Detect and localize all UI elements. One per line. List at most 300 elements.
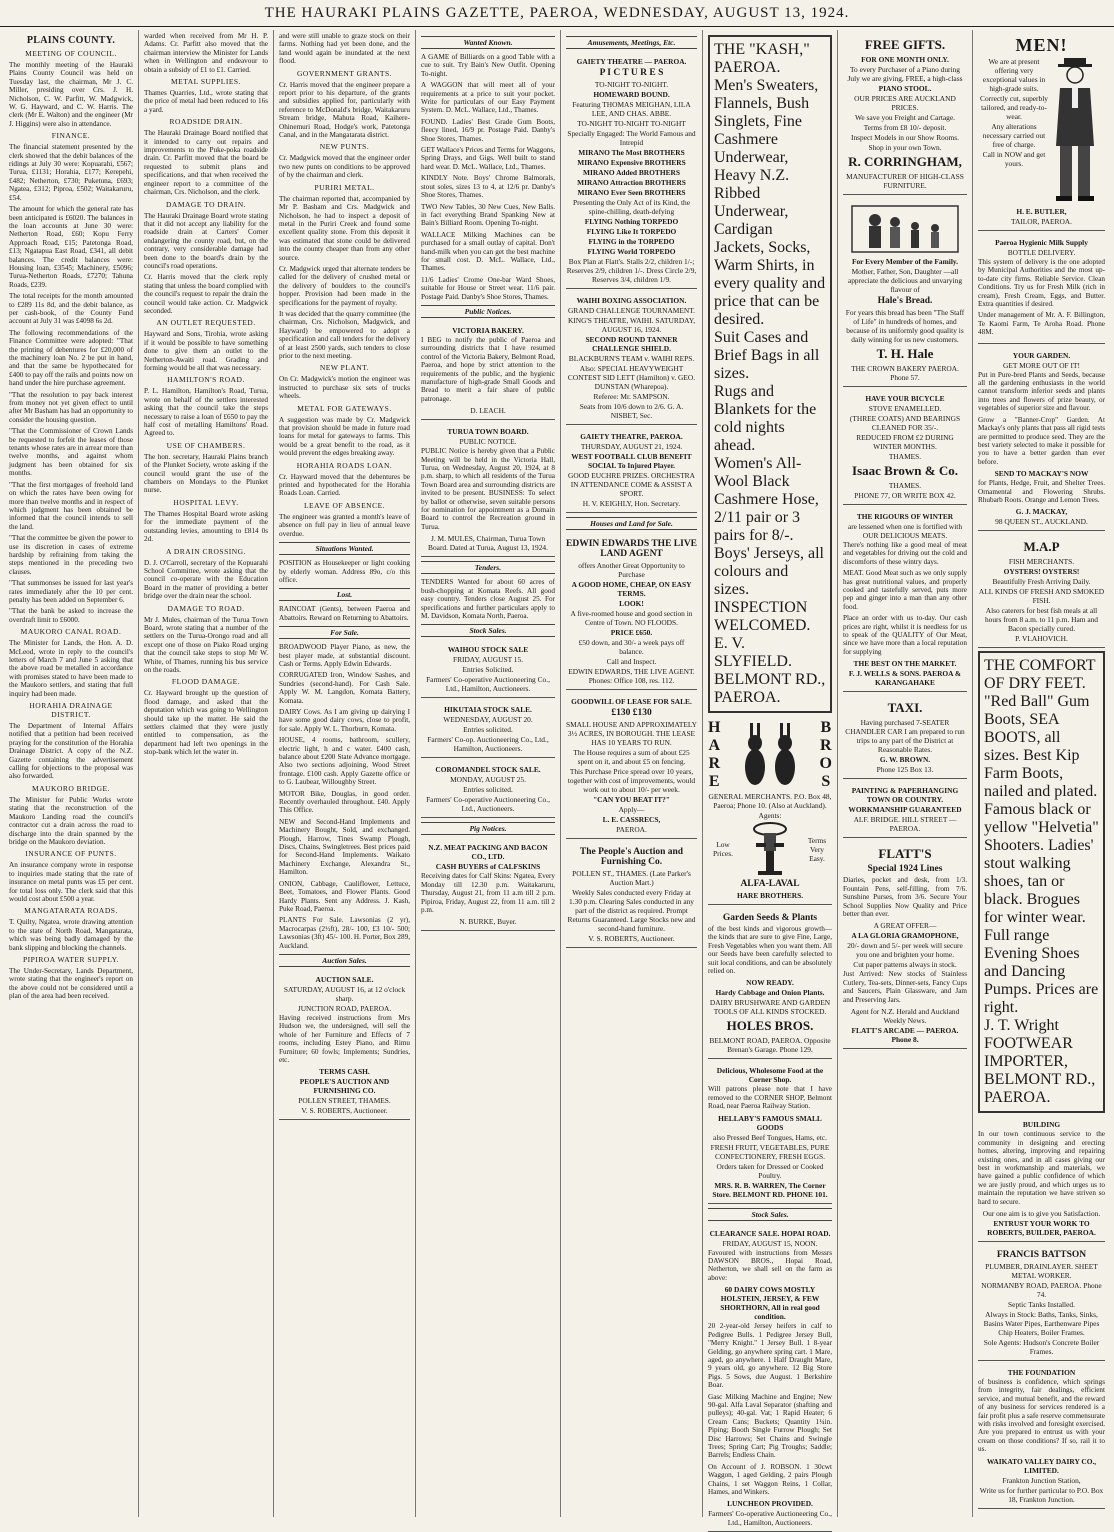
ad-line: PRICE £650. (610, 628, 653, 637)
subheading: MANGATARATA ROADS. (24, 906, 118, 916)
subheading: METAL SUPPLIES. (171, 77, 241, 87)
paragraph: T. Quilty, Ngatea, wrote drawing attention to the state of North Road, Mangatarata, which was being badly damaged by the bank slipping and blocking the channels. (9, 918, 133, 952)
letter: R (708, 755, 720, 772)
ad-line: DAIRY BRUSHWARE AND GARDEN TOOLS OF ALL KINDS STOCKED. (709, 998, 831, 1017)
building-ad (978, 1116, 1105, 1242)
ad-title: VICTORIA BAKERY. (452, 325, 524, 335)
ad-line: OYSTERS! OYSTERS! (1003, 567, 1080, 577)
paragraph: Cr. Harris moved that the engineer prepare a report prior to his departure, of the grants and subsidies applied for, particularly with reference to McDonald's bridge, Waitakaruru Stream bridge, Mahuta Road, Kaihere-Ohinemuri Road, Hodge's work, Patetonga Canal, and in the Mangatarata district. (279, 80, 410, 140)
section-header: Amusements, Meetings, Etc. (566, 36, 697, 49)
hikutaia-sale-ad (421, 701, 555, 758)
paragraph: The engineer was granted a month's leave of absence on full pay in lieu of annual leave overdue. (279, 512, 410, 538)
gaiety-social-ad (566, 428, 697, 513)
paragraph: "That the first mortgages of freehold land on which the rates have been owing for more than twelve months and in respect of which judgment has been obtained be informed that the council intends to sell the land. (9, 480, 133, 531)
ad-line: Always in Stock: Baths, Tanks, Sinks, Basins Water Pipes, Earthenware Pipes Chip Heaters, Boiler Frames. (983, 1310, 1100, 1337)
ad-title: THE "KASH," PAEROA. (714, 41, 810, 76)
goodwill-lease-ad (566, 693, 697, 839)
article-title: PLAINS COUNTY. (26, 35, 116, 46)
ad-body: Favoured with instructions from Messrs DAWSON BROS., Hopai Road, Netherton, we shall sell on the farm as above: (708, 1248, 832, 1282)
gentleman-figure-icon (1050, 56, 1100, 206)
ad-line: Write us for further particular to P.O. Box 18, Frankton Junction. (979, 1485, 1104, 1504)
column-7 (838, 30, 973, 1517)
ad-signature: J. T. Wright (984, 1017, 1059, 1035)
ad-body: Put in Pure-bred Plants and Seeds, because all the gardening enthusiasts in the world cannot transform inferior seeds and plants into trees and flowers of prize beauty, or vegetables of superior size and flavour. (978, 370, 1105, 413)
classified-ad: HOUSE, 4 rooms, bathroom, scullery, electric light, h and c water. £400 cash, balance about £200 State Advance mortgage. Also two sections adjoining, Wood Street frontage. £100 cash. Apply Gazette office or to G. Laubear, Willoughby Street. (279, 736, 410, 787)
peoples-auction-ad (566, 842, 697, 948)
ad-line: Correctly cut, superbly tailored, and ready-to-wear. (980, 94, 1048, 121)
paragraph: The Minister for Public Works wrote stating that the reconstruction of the Maukoro Landing road the council's contractor cut a drain across the road to discharge into the drain spanned by the bridge on the Maukoro deviation. (9, 795, 133, 846)
ad-title: WAIHOU STOCK SALE (447, 645, 529, 655)
classified-ad: GET Wallace's Prices and Terms for Waggons, Spring Drays, and Gigs. Well built to stand hard wear. D. McL. Wallace, Ltd., Thames. (421, 146, 555, 171)
ad-line: Apply— (618, 805, 645, 814)
ad-signature: F. J. WELLS & SONS. PAEROA & KARANGAHAKE (848, 669, 962, 688)
ad-line: FOR ONE MONTH ONLY. (861, 55, 949, 64)
section-header: Stock Sales. (421, 624, 555, 637)
gaiety-theatre-ad (566, 53, 697, 289)
subheading: METAL FOR GATEWAYS. (297, 403, 392, 413)
ad-line: NOW READY. (746, 978, 794, 988)
coromandel-sale-ad (421, 761, 555, 818)
ad-signature: HARE BROTHERS. (736, 891, 804, 900)
ad-line: GRAND CHALLENGE TOURNAMENT. (567, 306, 696, 315)
section-header: Stock Sales. (708, 1208, 832, 1221)
ad-title: HOLES BROS. (726, 1018, 814, 1034)
ad-line: BOTTLE DELIVERY. (1007, 248, 1076, 257)
ad-signature: G. W. BROWN. (879, 755, 931, 765)
subheading: NEW PLANT. (319, 363, 370, 373)
ad-line: Specially Engaged: The World Famous and Intrepid (567, 129, 696, 147)
ad-line: MIRANO Attraction BROTHERS (577, 178, 686, 187)
masthead: THE HAURAKI PLAINS GAZETTE, PAEROA, WEDNESDAY, AUGUST 13, 1924. (0, 0, 1114, 27)
ad-line: "CAN YOU BEAT IT?" (593, 795, 670, 804)
ad-line: 98 QUEEN ST., AUCKLAND. (995, 517, 1088, 527)
ad-line: THAMES. (888, 452, 922, 461)
subheading: DAMAGE TO ROAD. (167, 603, 245, 613)
subheading: USE OF CHAMBERS. (166, 440, 246, 450)
ad-line: MIRANO Added BROTHERS (583, 168, 680, 177)
paragraph: Thames Quarries, Ltd., wrote stating that the price of metal had been reduced to 16s a yard. (144, 89, 268, 114)
ad-line: MONDAY, AUGUST 25. (450, 775, 526, 785)
paragraph: The total receipts for the month amounted to £289 11s 8d, and the debit balance, as per cash-book, of the County Fund account at July 31 was £4098 6s 2d. (9, 292, 133, 326)
ad-body: Place an order with us to-day. Our cash prices are right, whilst it is needless for us to speak of the QUALITY of Our Meat, since we have more than a local reputation for supplying (843, 614, 967, 656)
paragraph: "That the bank be asked to increase the overdraft limit to £6000. (9, 607, 133, 624)
ad-line: THE BEST ON THE MARKET. (853, 659, 957, 669)
ad-line: CASH BUYERS of CALFSKINS (435, 862, 541, 872)
ad-line: WEDNESDAY, AUGUST 20. (443, 715, 533, 725)
ad-line: BELMONT ROAD, PAEROA. Opposite Brenan's Garage. Phone 129. (709, 1036, 831, 1055)
subheading: INSURANCE OF PUNTS. (25, 849, 117, 859)
ad-line: GOOD EUCHRE PRIZES. ORCHESTRA IN ATTENDANCE COME & ASSIST A SPORT. (568, 471, 695, 498)
ad-title: FREE GIFTS. (864, 37, 946, 52)
ad-line: POLLEN STREET, THAMES. (298, 1096, 391, 1106)
ad-line: POLLEN ST., THAMES. (Late Parker's Auction Mart.) (572, 869, 691, 887)
kash-ad (708, 35, 832, 713)
ad-line: PIANO STOOL. (878, 84, 932, 93)
paragraph: The Hauraki Drainage Board wrote stating that it did not accept any liability for the roadside drain at Carters' Corner endangering the county road, but, on the contrary, very considerable damage had been done to the board's drain by the council's road operations. (144, 211, 268, 270)
ad-line: TERMS CASH. (319, 1067, 370, 1077)
ad-line: Hale's Bread. (877, 296, 933, 306)
ad-line: Entries solicited. (463, 725, 513, 735)
ad-signature: G. J. MACKAY, (1015, 507, 1068, 517)
paragraph: The Minister for Lands, the Hon. A. D. McLeod, wrote in reply to the council's letters of March 7 and June 5 asking that the above road be metalled in accordance with promises stated to have been made to the Maukoro settlers, and stating that full inquiry had been made. (9, 639, 133, 698)
ad-line: Women's All-Wool Black Cashmere Hose, 2/11 pair or 3 pairs for 8/-. (714, 455, 819, 544)
classified-ad: MOTOR Bike, Douglas, in good order. Recently overhauled throughout. £40. Apply This Office. (279, 789, 410, 815)
ad-line: Cut paper patterns always in stock. (853, 960, 957, 970)
winter-meats-ad (843, 508, 967, 692)
ad-body: Just Arrived: New stocks of Stainless Cutlery, Tea-sets, Dinner-sets, Fancy Cups and Saucers, Plain Glassware, and Jam and Preserving Jars. (843, 970, 967, 1004)
columns (4, 30, 1110, 1528)
ad-line: Rugs and Blankets for the cold nights ahead. (714, 383, 817, 454)
ad-line: Presenting the Only Act of its Kind, the spine-chilling, death-defying (572, 198, 690, 216)
ad-title: M.A.P (1023, 539, 1060, 555)
ad-line: A LA GLORIA GRAMOPHONE, (851, 931, 959, 941)
painting-ad (843, 782, 967, 838)
section-header: For Sale. (279, 626, 410, 639)
meat-packing-ad (421, 839, 555, 931)
paragraph: The Department of Internal Affairs notified that a petition had been received praying for the constitution of the Horahia Drainage District. A copy of the N.Z. Gazette containing the advertisement calling for objections to the proposal was also forwarded. (9, 722, 133, 781)
ad-line: Suit Cases and Brief Bags in all sizes. (714, 329, 820, 382)
ad-title: TURUA TOWN BOARD. (447, 427, 529, 437)
flatts-ad (843, 841, 967, 1049)
ad-line: 60 DAIRY COWS MOSTLY HOLSTEIN, JERSEY, & FEW SHORTHORN, All in real good condition. (720, 1285, 820, 1322)
ad-body: There's nothing like a good meal of meat and vegetables for driving out the cold and discomforts of these wintry days. (843, 541, 967, 566)
ad-line: Weekly Sales conducted every Friday at 1.30 p.m. Clearing Sales conducted in any part of the district as required. Prompt Returns Guaranteed. Large Stocks new and second-hand furniture. (567, 888, 696, 933)
ad-line: This Purchase Price spread over 10 years, together with cost of improvements, would work out to about 10/- per week. (567, 767, 696, 794)
letter: B (820, 719, 832, 736)
ad-line: A GOOD HOME, CHEAP, ON EASY TERMS. (571, 580, 692, 598)
ad-body: Having received instructions from Mrs Hudson we, the undersigned, will sell the whole of her Furniture and Effects of 7 rooms, including Estey Piano, and Rimu Furniture; 60 fowls; Implements; Sundries, etc. (279, 1013, 410, 1064)
ad-line: Agent for N.Z. Herald and Auckland Weekly News. (850, 1006, 960, 1025)
ad-title: THE COMFORT OF DRY FEET. (984, 657, 1096, 693)
ad-line: Sole Agents: Hudson's Concrete Boiler Frames. (983, 1338, 1100, 1356)
auction-ad (279, 971, 410, 1120)
classified-ad: ONION, Cabbage, Cauliflower, Lettuce, Beet, Tomatoes, and Flower Plants. Good Hardy Plants. Sent any Address. J. Kash, Puke Road, Paeroa. (279, 879, 410, 913)
ad-signature: ALF. BRIDGE. HILL STREET — PAEROA. (853, 815, 957, 834)
ad-line: REDUCED FROM £2 DURING WINTER MONTHS. (856, 433, 954, 451)
ad-title: For Every Member of the Family. (851, 257, 959, 266)
ad-line: Agents: (758, 811, 782, 820)
ad-line: £130 £130 (611, 708, 652, 718)
section-header: Auction Sales. (279, 954, 410, 967)
subheading: FLOOD DAMAGE. (171, 677, 241, 687)
paragraph: Cr. Harris moved that the clerk reply stating that unless the board complied with the council's request to repair the drain the council would take action. Cr. Madgwick seconded. (144, 273, 268, 315)
ad-line: WEST FOOTBALL CLUB BENEFIT SOCIAL To Injured Player. (571, 452, 692, 470)
ad-line: Call in NOW and get yours. (982, 150, 1046, 168)
classified-ad: CORRUGATED Iron, Window Sashes, and Sundries (second-hand). For Cash Sale. Apply W. M. Langdon, Komata Battery, Komata. (279, 671, 410, 705)
ad-line: "Red Ball" Gum Boots, SEA BOOTS, all sizes. Best Kip Farm Boots, nailed and plated. Famous black or yellow "Helvetia" Shooters. Ladies' stout walking shoes, tan or black. Brogues for winter wear. Full range Evening Shoes and Dancing Pumps. Prices are right. (984, 693, 1099, 1017)
ad-signature: Seats from 10/6 down to 2/6. G. A. NISBET, Sec. (579, 402, 684, 420)
ad-line: Call and Inspect. (606, 657, 657, 666)
section-header: Situations Wanted. (279, 542, 410, 555)
ad-title: MEN! (1015, 35, 1068, 55)
section-header: Pig Notices. (421, 822, 555, 835)
ad-line: WORKMANSHIP GUARANTEED (848, 805, 962, 815)
ad-line: We save you Freight and Cartage. (855, 113, 955, 122)
paragraph: The monthly meeting of the Hauraki Plains County Council was held on Tuesday last, the chairman, Mr J. C. Miller, presiding over Crs. J. H. Nicholson, C. W. Parfitt, W. Madgwick, W. G. Hayward, and C. W. Harris. The clerk (Mr E. Walton) and the engineer (Mr J. Higgins) were also in attendance. (9, 61, 133, 128)
subheading: DAMAGE TO DRAIN. (165, 199, 246, 209)
paragraph: The amount for which the general rate has been anticipated is £6020. The balances in the loan accounts at June 30 were: Netherton Road, £60; Kopu Ferry Approach Road, £15; Patetonga Road, £13; Ngatapua East Road, £341, all debit balances. The credit balances were: Housing loan, £3545; Machinery, £5096; Turua-Netherton Roads, £7270; Tahuna Roads, £239. (9, 205, 133, 289)
footwear-ad (978, 651, 1105, 1113)
ad-line: STOVE ENAMELLED. (868, 404, 942, 413)
ad-line: Special 1924 Lines (867, 864, 943, 875)
subheading: MAUKORO BRIDGE. (32, 783, 110, 793)
ad-signature: Farmers' Co-op. Auctioneering Co., Ltd., Hamilton, Auctioneers. (427, 735, 549, 754)
ad-line: Men's Sweaters, Flannels, Bush Singlets, Fine Cashmere Underwear, Heavy N.Z. Ribbed Underwear, Cardigan Jackets, Socks, Warm Shirts, in every quality and price that can be desired. (714, 77, 826, 328)
brand-name: ALFA-LAVAL (740, 879, 800, 889)
ad-line: HELLABY'S FAMOUS SMALL GOODS (718, 1113, 822, 1132)
ad-line: Box Plan at Flatt's. Stalls 2/2, children 1/-; Reserves 2/9, children 1/-. Dress Circle 2/9, Reserves 3/4, children 1/9. (566, 257, 697, 284)
ad-body: Will patrons please note that I have removed to the CORNER SHOP, Belmont Road, near Paeroa Railway Station. (708, 1085, 832, 1111)
ad-title: EDWIN EDWARDS THE LIVE LAND AGENT (566, 539, 698, 559)
letter: A (708, 737, 720, 754)
mackay-garden-ad (978, 347, 1105, 532)
classified-ad: BROADWOOD Player Piano, as new, the best player made, at substantial discount. Cash or Terms. Apply Edwin Edwards. (279, 643, 410, 668)
ad-line: THURSDAY, AUGUST 21, 1924. (580, 442, 683, 451)
ad-signature: D. LEACH. (470, 406, 506, 416)
ad-signature: Farmers' Co-operative Auctioneering Co., Ltd., Auctioneers. (426, 795, 550, 814)
paragraph: Mr J. Mules, chairman of the Turua Town Board, wrote stating that a number of the settlers on the Turua-Orongo road and all except one of those on Piako Road urging that the council take steps to stop Mr W. White, of Thames, running his bus service on the roads. (144, 615, 268, 674)
ad-title: N.Z. MEAT PACKING AND BACON CO., LTD. (428, 843, 548, 862)
ad-line: Entries Solicited. (462, 665, 514, 675)
rabbits-icon (735, 719, 805, 791)
ad-line: INSPECTION WELCOMED. (714, 599, 811, 634)
ad-line: Orders taken for Dressed or Cooked Poultry. (716, 1161, 824, 1180)
ad-title: THE FOUNDATION (1007, 1368, 1076, 1377)
section-header: Wanted Known. (421, 36, 555, 49)
subheading: HAMILTON'S ROAD. (167, 375, 245, 385)
ad-line: The House requires a sum of about £25 spent on it, and about £5 on fencing. (573, 748, 690, 766)
ad-line: (THREE COATS) AND BEARINGS CLEANED FOR 35/-. (849, 414, 961, 432)
paragraph: P. L. Hamilton, Hamilton's Road, Turua, wrote on behalf of the settlers interested asking that the council take the steps necessary to raise a loan of £650 to pay the half cost of metalling Hamiltons' Road. Agreed to. (144, 387, 268, 438)
ad-signature: P. VLAHOVICH. (1015, 634, 1068, 644)
paragraph: "That the committee be given the power to use its discretion in cases of extreme hardship by refraining from taking the steps mentioned in the preceding two clauses. (9, 534, 133, 576)
ad-line: Septic Tanks Installed. (1008, 1300, 1075, 1309)
ad-line: PUBLIC NOTICE. (459, 437, 517, 447)
ad-signature: T. H. Hale (876, 346, 934, 361)
ad-line: We are at present offering very exceptional values in high-grade suits. (982, 57, 1046, 93)
ad-line: KING'S THEATRE, WAIHI. SATURDAY, AUGUST 16, 1924. (567, 316, 696, 334)
subheading: ROADSIDE DRAIN. (169, 117, 243, 127)
dairy-co-ad (978, 1364, 1105, 1509)
paragraph: Cr. Madgwick moved that the engineer order two new punts on conditions to be approved of by the chairman and clerk. (279, 154, 410, 180)
column-1 (4, 30, 139, 1517)
separator-row (708, 821, 832, 877)
paragraph: The Thames Hospital Board wrote asking for the immediate payment of the outstanding levies, amounting to £814 0s 2d. (144, 509, 268, 544)
bros-letters (820, 719, 832, 791)
ad-line: FOOTWEAR IMPORTER, BELMONT RD., PAEROA. (984, 1035, 1096, 1107)
ad-signature: V. S. ROBERTS, Auctioneer. (588, 934, 675, 943)
free-gifts-ad (843, 32, 967, 195)
ad-line: Any alterations necessary carried out free of charge. (982, 122, 1046, 149)
paragraph: The chairman reported that, accompanied by Mr P. Basham and Crs. Madgwick and Nicholson, he had to inspect a deposit of metal in the Puriri Creek and found some excellent quality stone. From this deposit it was estimated that stone could be delivered into the county cheaper than from any other source. (279, 194, 410, 262)
ad-title: HAVE YOUR BICYCLE (865, 394, 945, 403)
ad-line: P I C T U R E S (599, 68, 664, 78)
subheading: LEAVE OF ABSENCE. (303, 500, 386, 510)
ad-title: BUILDING (1022, 1120, 1061, 1130)
fish-merchants-ad (978, 534, 1105, 648)
ad-line: For years this bread has been "The Staff of Life" in hundreds of homes, and because of its uniformly good quality is daily winning for us new customers. (845, 308, 965, 344)
ad-line: Terms from £8 10/- deposit. (863, 123, 947, 132)
ad-line: NORMANBY ROAD, PAEROA. Phone 74. (981, 1281, 1102, 1299)
ad-line: A GREAT OFFER— (873, 921, 937, 931)
ad-line: FLYING Like It TORPEDO (586, 227, 677, 236)
subheading: AN OUTLET REQUESTED. (156, 318, 256, 328)
ad-body: I BEG to notify the public of Paeroa and surrounding districts that I have resumed control of the Victoria Bakery, Belmont Road, Paeroa, and hope by strict attention to the requirements of the public, and the hygienic manufacture of high-grade Small Goods and Bread to merit a fair share of public patronage. (421, 335, 555, 403)
family-illustration-icon (850, 204, 960, 254)
hales-bread-ad (843, 198, 967, 387)
ad-line: Also caterers for best fish meals at all hours from 8 a.m. to 11 p.m. Ham and Bacon specially cured. (984, 606, 1099, 634)
ad-line: ENTRUST YOUR WORK TO ROBERTS, BUILDER, PAEROA. (987, 1219, 1096, 1237)
paragraph: Cr. Hayward brought up the question of flood damage, and asked that the deputation which was going to Wellington should take up the matter. He said the settlers claimed that they were justly entitled to compensation, as the department had left two openings in the stop-bank which let the water in. (144, 689, 268, 757)
ad-body: 20 2-year-old Jersey heifers in calf to Pedigree Bulls. 1 Pedigree Jersey Bull, "Merry Knight." 1 Jersey Bull. 1 8-year Gelding, go anywhere spring cart. 1 Mare, aged, go anywhere. 1 Half Draught Mare, 9 years old, go anywhere. 12 Big Store Pigs. 5 Sows, due August. 1 Berkshire Boar. (708, 1322, 832, 1390)
letter: R (819, 737, 832, 754)
subheading: FINANCE. (51, 131, 91, 141)
ad-line: Also: SPECIAL HEAVYWEIGHT CONTEST SID LETT (Hamilton) v. GEO. DUNSTAN (Wharepoa). (567, 364, 696, 391)
ad-signature: J. M. MULES, Chairman, Turua Town Board. Dated at Turua, August 13, 1924. (428, 534, 548, 553)
ad-body: In our town continuous service to the community in designing and erecting homes, altering, improving and repairing existing ones, and in all cases giving our best in workmanship and materials, we have gained a public confidence of which we are justly proud, and which urges us to maintain the reputation we have striven so hard to secure. (978, 1130, 1105, 1206)
ad-body: of the best kinds and vigorous growth—the kinds that are sure to give Fine, Large, Fresh Vegetables when you want them. All our Seeds have been carefully selected to suit local conditions, and can be absolutely relied on. (708, 925, 832, 976)
ad-line: JUNCTION ROAD, PAEROA. (297, 1003, 392, 1013)
ad-line: SMALL HOUSE AND APPROXIMATELY 3½ ACRES, IN BOROUGH. THE LEASE HAS 10 YEARS TO RUN. (566, 720, 697, 747)
classified-ad: A GAME of Billiards on a good Table with a cue to suit. Try Bain's New Outfit. Opening To-night. (421, 53, 555, 78)
paragraph: "That the resolution to pay back interest from money not yet given effect to until after Mr Basham has had an opportunity to consider the housing question. (9, 390, 133, 424)
ad-line: FLYING in the TORPEDO (588, 237, 675, 246)
column-5 (561, 30, 703, 1517)
ad-line: Featuring THOMAS MEIGHAN, LILA LEE, AND CHAS. ABBE. (572, 100, 691, 118)
ad-line: SATURDAY, AUGUST 16, at 12 o'clock sharp. (283, 984, 406, 1003)
paragraph: The following recommendations of the Finance Committee were adopted: "That the printing of debentures for £20,000 of the machinery loan No. 2 be put in hand, and that the same be hypothecated for £400 to pay off the rails and points now on hand under the hire purchase agreement. (9, 328, 133, 388)
paragraph: Hayward and Sons, Tirohia, wrote asking if it would be possible to have something done to give them an outlet to the Netherton-Awaiti road. Grading and forming would be all that was necessary. (144, 330, 268, 372)
ad-title: Paeroa Hygienic Milk Supply (995, 238, 1088, 247)
classified-ad: KINDLY Note. Boys' Chrome Balmorals, stout soles, sizes 13 to 4, at 12/6 pr. Danby's Shoe Stores, Thames. (421, 174, 555, 200)
waihou-sale-ad (421, 641, 555, 698)
subheading: HORAHIA DRAINAGE DISTRICT. (29, 701, 113, 720)
ad-signature: E. V. SLYFIELD. BELMONT RD., PAEROA. (714, 635, 826, 706)
ad-line: FRIDAY, AUGUST 15, NOON. (722, 1238, 818, 1248)
classified-ad: PLANTS For Sale. Lawsonias (2 yr), Macrocarpas (2½ft), 28/- 100, £3 10/- 500; Lawsonias (3ft) 45/- 100. H. Porter, Box 289, Auckland. (279, 916, 410, 950)
section-header: Public Notices. (421, 305, 555, 318)
classified-ad: 11/6 Ladies' Crome One-bar Ward Shoes, suitable for House or Street wear. 11/6 pair. Postage Paid. Danby's Shoe Stores, Thames. (421, 275, 555, 301)
ad-title: WAIHI BOXING ASSOCIATION. (576, 296, 687, 305)
paragraph: An insurance company wrote in response to inquiries made stating that the rate of insurance on metal punts was £5 per cent. for total loss only. The clerk said that this would cost about £500 a year. (9, 861, 133, 903)
paragraph: "That summonses be issued for last year's rates immediately after the 10 per cent. penalty has been added on September 6. (9, 579, 133, 604)
ad-line: Shop in your own Town. (868, 143, 942, 152)
ad-line: MANUFACTURER OF HIGH-CLASS FURNITURE. (846, 172, 964, 190)
letter: S (821, 773, 831, 790)
garden-seeds-ad (708, 908, 832, 1059)
paragraph: Cr. Hayward moved that the debentures be printed and hypothecated for the Horahia Roads Loan. Carried. (279, 472, 410, 498)
paragraph: The financial statement presented by the clerk showed that the debit balances of the ridings at July 30 were: Kopuarahi, £567; Turua, £1131; Horahia, £177; Kerepehi, £482; Netherton, £730; Puketuna, £693; Ngatea, £312; Piproa, £502; Waitakaruru, £54. (9, 143, 133, 202)
section-header: Lost. (279, 588, 410, 601)
letter: O (819, 755, 832, 772)
ad-title: COROMANDEL STOCK SALE. (435, 765, 541, 775)
subheading: A DRAIN CROSSING. (166, 546, 246, 556)
waihi-boxing-ad (566, 292, 697, 425)
ad-body: On Account of J. ROBSON. 1 30cwt Waggon, 1 aged Gelding, 2 pairs Plough Chains, 1 set Waggon Reins, 1 Collar, Hames, and Winkers. (708, 1462, 832, 1496)
letter: H (708, 719, 721, 736)
column-8 (973, 30, 1110, 1517)
column-3 (274, 30, 416, 1517)
taxi-ad (843, 695, 967, 779)
ad-line: Terms Very Easy. (807, 835, 827, 863)
ad-line: A five-roomed house and good section in Centre of Town. NO FLOODS. (570, 609, 693, 627)
hare-bros-banner (708, 719, 832, 791)
ad-body: Gasc Milking Machine and Engine; New 90-gal. Alfa Laval Separator (shafting and pulleys); 40-gal. Vat; 1 Rapid Heater; 6 Cream Cans; Buckets; Quantity 1¼in. Piping; Booth Single Furrow Plough; Set Disc Harrows; Set Chains and Swingle Trees; Spring Cart; Pig Troughs; Saddle; Barrels; Endless Chain. (708, 1392, 832, 1460)
ad-line: HOMEWARD BOUND. (593, 90, 670, 99)
ad-title: Delicious, Wholesome Food at the Corner Shop. (716, 1066, 824, 1085)
paragraph: and were still unable to graze stock on their farms. Nothing had yet been done, and the land would again be inundated at the next flood. (279, 32, 410, 66)
hare-letters (708, 719, 720, 791)
ad-line: MIRANO Ever Seen BROTHERS (577, 188, 686, 197)
ad-line: £50 down, and 30/- a week pays off balance. (578, 638, 685, 656)
ad-line: OUR PRICES ARE AUCKLAND PRICES. (854, 94, 956, 112)
article-subtitle: MEETING OF COUNCIL. (25, 49, 117, 58)
subheading: HOSPITAL LEVY. (173, 497, 239, 507)
column-2 (139, 30, 274, 1517)
ad-line: FLYING World TORPEDO (587, 247, 676, 256)
ad-signature: MRS. R. B. WARREN, The Corner Store. BELMONT RD. PHONE 101. (712, 1180, 828, 1199)
ad-line: Having purchased 7-SEATER CHANDLER CAR I am prepared to run trips to any part of the District at Reasonable Rates. (845, 718, 965, 755)
classified-ad: DAIRY Cows. As I am giving up dairying I have some good dairy cows, close to profit, for sale. Apply W. L. Thorburn, Komata. (279, 707, 410, 733)
ad-line: LOOK! (619, 599, 644, 608)
subheading: GOVERNMENT GRANTS. (296, 68, 393, 78)
ad-title: AUCTION SALE. (315, 974, 374, 984)
subheading: MAUKORO CANAL ROAD. (20, 627, 122, 637)
ad-signature: WAIKATO VALLEY DAIRY CO., LIMITED. (986, 1456, 1097, 1475)
ad-signature: L. E. CASSRECS, (602, 815, 661, 824)
ad-line: also Pressed Beef Tongues, Hams, etc. (713, 1132, 827, 1142)
ad-title: HIKUTAIA STOCK SALE. (444, 705, 532, 715)
victoria-bakery-ad (421, 322, 555, 420)
classified-ad: TENDERS Wanted for about 60 acres of bush-chopping at Komata Reefs. All good easy country. Tenders close August 25. For specifications and further particulars apply to M. Davidson, Komata North, Paeroa. (421, 578, 555, 620)
subheading: HORAHIA ROADS LOAN. (296, 460, 393, 470)
ad-line: Hardy Cabbage and Onion Plants. (715, 988, 825, 998)
ad-line: Referee: Mr. SAMPSON. (593, 392, 670, 401)
classified-ad: RAINCOAT (Gents), between Paeroa and Abattoirs. Reward on Returning to Abattoirs. (279, 605, 410, 622)
ad-line: LUNCHEON PROVIDED. (727, 1499, 813, 1509)
ad-signature: V. S. ROBERTS, Auctioneer. (301, 1106, 388, 1116)
plumber-ad (978, 1245, 1105, 1361)
ad-line: Boys' Jerseys, all colours and sizes. (714, 545, 824, 598)
paragraph: The hon. secretary, Hauraki Plains branch of the Plunket Society, wrote asking if the council would grant the use of the chambers on Mondays to the Plunket nurse. (144, 452, 268, 495)
ad-line: FRESH FRUIT, VEGETABLES, PURE CONFECTIONERY, FRESH EGGS. (710, 1142, 830, 1161)
ad-line: To every Purchaser of a Piano during July we are giving, FREE, a high-class (847, 65, 963, 83)
paragraph: It was decided that the quarry committee (the chairman, Crs. Nicholson, Madgwick, and Hayward) be empowered to adopt a specification and call tenders for the delivery of at least 2500 yards, such tenders to close prior to the next meeting. (279, 309, 410, 360)
edwin-edwards-ad (566, 534, 697, 690)
ad-line: Low Prices. (713, 840, 733, 858)
ad-line: FRIDAY, AUGUST 15. (452, 655, 524, 665)
ad-line: Beautifully Fresh Arriving Daily. (992, 577, 1091, 587)
subheading: PIPIROA WATER SUPPLY. (23, 954, 119, 964)
ad-signature: EDWIN EDWARDS, THE LIVE AGENT. Phones: Office 108, res. 112. (568, 667, 695, 685)
ad-signature: Farmers' Co-operative Auctioneering Co., Ltd., Hamilton, Auctioneers. (708, 1509, 832, 1528)
ad-body: Diaries, pocket and desk, from 1/3. Fountain Pens, self-filling, from 7/6. Sunshine Purses, from 3/6. Secure Your School Supplies Now Quality and Price better than ever. (843, 876, 967, 918)
milk-supply-ad (978, 234, 1105, 344)
ad-line: Inspect Models in our Show Rooms. (851, 133, 959, 142)
hare-bros-ad (708, 716, 832, 905)
ad-line: 20/- down and 5/- per week will secure you one and brighten your home. (847, 941, 963, 960)
bicycle-ad (843, 390, 967, 505)
column-6 (703, 30, 838, 1528)
classified-ad: WALLACE Milking Machines can be purchased for a small outlay of capital. Don't hand-milk when you can get the best machine for small cost. D. McL. Wallace, Ltd., Thames. (421, 230, 555, 273)
corner-shop-ad (708, 1062, 832, 1203)
ad-signature: R. CORRINGHAM, (848, 154, 962, 169)
letter: E (708, 773, 720, 790)
ad-body: PUBLIC Notice is hereby given that a Public Meeting will be held in the Victoria Hall, Turua, on Wednesday, August 20, 1924, at 8 p.m. sharp, to which all residents of the Turua Town Board area and surrounding districts are invited to be present. BUSINESS: To select by ballot or otherwise, seven suitable persons for nomination for appointment as a Domain Board to control the Recreation ground in Turua. (421, 447, 555, 531)
paragraph: The Under-Secretary, Lands Department, wrote stating that the engineer's report on the above could not be considered until a plan of the area had been received. (9, 966, 133, 1001)
ad-title: PAINTING & PAPERHANGING TOWN OR COUNTRY. (851, 786, 959, 805)
section-header: Tenders. (421, 561, 555, 574)
